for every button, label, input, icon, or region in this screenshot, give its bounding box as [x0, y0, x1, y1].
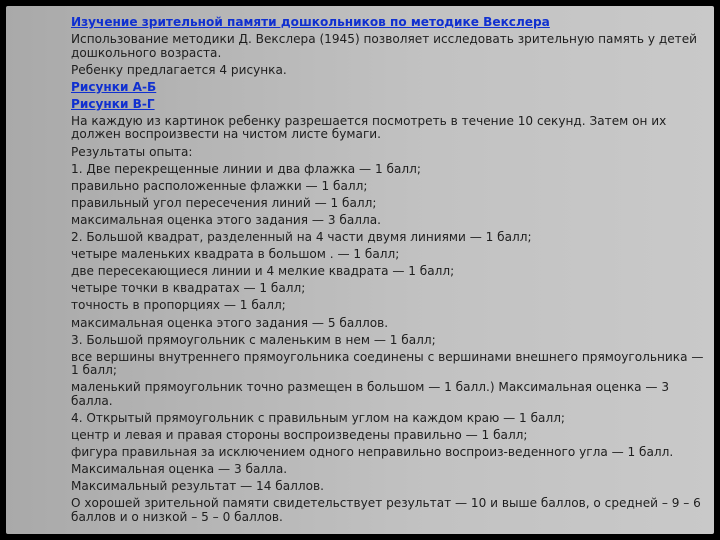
list-item — [28, 64, 704, 78]
link-item[interactable] — [28, 16, 704, 30]
item-link[interactable]: Рисунки А-Б — [71, 79, 157, 94]
item-text: центр и левая и правая стороны воспроизведены правильно — 1 балл; — [71, 427, 528, 442]
list-item — [28, 429, 704, 443]
item-text: максимальная оценка этого задания — 3 балла. — [71, 212, 381, 227]
item-text: 3. Большой прямоугольник с маленьким в нем — 1 балл; — [71, 332, 436, 347]
list-item — [28, 248, 704, 262]
list-item — [28, 197, 704, 211]
item-text: 1. Две перекрещенные линии и два флажка — 1 балл; — [71, 161, 421, 176]
list-item — [28, 497, 704, 524]
list-item — [28, 317, 704, 331]
item-text: фигура правильная за исключением одного неправильно воспроиз-веденного угла — 1 балл. — [71, 445, 674, 460]
list-item — [28, 299, 704, 313]
list-item — [28, 446, 704, 460]
list-item — [28, 282, 704, 296]
item-text: все вершины внутреннего прямоугольника соединены с вершинами внешнего прямоугольника — 1 балл; — [71, 349, 704, 378]
item-text: Использование методики Д. Векслера (1945) позволяет исследовать зрительную память у детей дошкольного возраста. — [71, 32, 698, 60]
list-item — [28, 412, 704, 426]
item-text: 2. Большой квадрат, разделенный на 4 части двумя линиями — 1 балл; — [71, 230, 532, 245]
list-item — [28, 115, 704, 142]
list-item — [28, 334, 704, 348]
list-item — [28, 33, 704, 60]
content-panel — [6, 6, 714, 534]
item-text: две пересекающиеся линии и 4 мелкие квадрата — 1 балл; — [71, 264, 455, 279]
list-item — [28, 351, 704, 378]
link-item[interactable] — [28, 81, 704, 95]
list-item — [28, 180, 704, 194]
item-text: точность в пропорциях — 1 балл; — [71, 298, 286, 313]
item-text: четыре точки в квадратах — 1 балл; — [71, 281, 306, 296]
list-item — [28, 146, 704, 160]
list-item — [28, 214, 704, 228]
item-text: правильный угол пересечения линий — 1 балл; — [71, 195, 377, 210]
item-text: Максимальный результат — 14 баллов. — [71, 479, 324, 494]
list-item — [28, 163, 704, 177]
list-item — [28, 480, 704, 494]
item-text: На каждую из картинок ребенку разрешается посмотреть в течение 10 секунд. Затем он их должен воспроизвести на чистом листе бумаги. — [71, 113, 667, 142]
item-text: максимальная оценка этого задания — 5 баллов. — [71, 315, 389, 330]
list-item — [28, 463, 704, 477]
item-text: 4. Открытый прямоугольник с правильным углом на каждом краю — 1 балл; — [71, 410, 566, 425]
item-link[interactable]: Рисунки В-Г — [71, 96, 155, 111]
item-text: О хорошей зрительной памяти свидетельствует результат — 10 и выше баллов, о средней – 9 – 6 баллов и о низкой – 5 – 0 баллов. — [71, 496, 701, 524]
item-text: Максимальная оценка — 3 балла. — [71, 462, 288, 477]
item-text: маленький прямоугольник точно размещен в большом — 1 балл.) Максимальная оценка — 3 балла. — [71, 380, 670, 408]
item-link[interactable]: Изучение зрительной памяти дошкольников по методике Векслера — [71, 15, 550, 29]
list-item — [28, 231, 704, 245]
link-item[interactable] — [28, 98, 704, 112]
list-item — [28, 381, 704, 408]
item-text: правильно расположенные флажки — 1 балл; — [71, 178, 368, 193]
bullet-list — [28, 16, 704, 528]
item-text: Ребенку предлагается 4 рисунка. — [71, 62, 287, 77]
item-text: Результаты опыта: — [71, 144, 193, 159]
item-text: четыре маленьких квадрата в большом . — 1 балл; — [71, 247, 400, 262]
list-item — [28, 265, 704, 279]
